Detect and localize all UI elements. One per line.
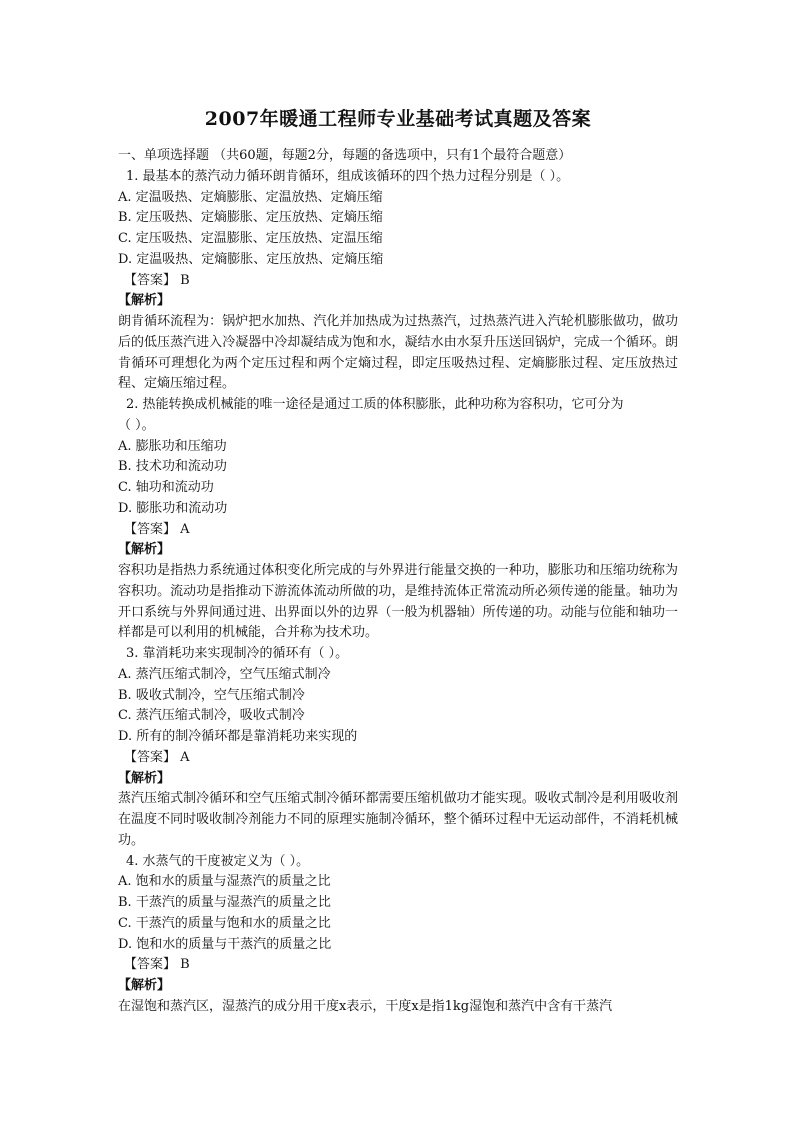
option-a: A. 蒸汽压缩式制冷，空气压缩式制冷 <box>118 666 331 682</box>
analysis-label: 【解析】 <box>118 293 171 309</box>
analysis-label: 【解析】 <box>118 978 171 993</box>
option-a: A. 定温吸热、定熵膨胀、定温放热、定熵压缩 <box>118 189 383 205</box>
option-b: B. 吸收式制冷，空气压缩式制冷 <box>118 687 305 703</box>
question-stem: 2. 热能转换成机械能的唯一途径是通过工质的体积膨胀，此种功称为容积功，它可分为 <box>126 397 624 412</box>
option-a: A. 膨胀功和压缩功 <box>118 438 227 454</box>
analysis-label: 【解析】 <box>118 770 171 786</box>
document-title: 2007年暖通工程师专业基础考试真题及答案 <box>204 108 592 130</box>
answer-label: 【答案】 A <box>124 749 190 765</box>
analysis-label: 【解析】 <box>118 542 171 558</box>
option-d: D. 饱和水的质量与干蒸汽的质量之比 <box>118 936 332 952</box>
answer-label: 【答案】 B <box>124 957 190 973</box>
analysis-text: 在湿饱和蒸汽区，湿蒸汽的成分用干度x表示，干度x是指1kg湿饱和蒸汽中含有干蒸汽 <box>118 998 613 1014</box>
option-b: B. 技术功和流动功 <box>118 459 227 475</box>
question-stem: 3. 靠消耗功来实现制冷的循环有（ ）。 <box>126 646 349 661</box>
option-d: D. 定温吸热、定熵膨胀、定压放热、定熵压缩 <box>118 251 384 267</box>
analysis-text: 朗肯循环流程为：锅炉把水加热、汽化并加热成为过热蒸汽，过热蒸汽进入汽轮机膨胀做功，做功后的低压蒸汽进入冷凝器中冷却凝结成为饱和水，凝结水由水泵升压送回锅炉，完成一个循环。朗肯循环可理想化为两个定压过程和两个定熵过程，即定压吸热过程、定熵膨胀过程、定压放热过程、定熵压缩过程。 <box>118 314 678 392</box>
answer-label: 【答案】 B <box>124 272 190 288</box>
section-header: 一、单项选择题 （共60题，每题2分，每题的备选项中，只有1个最符合题意） <box>118 148 572 163</box>
option-b: B. 定压吸热、定熵膨胀、定压放热、定熵压缩 <box>118 210 383 226</box>
analysis-text: 蒸汽压缩式制冷循环和空气压缩式制冷循环都需要压缩机做功才能实现。吸收式制冷是利用吸收剂在温度不同时吸收制冷剂能力不同的原理实施制冷循环，整个循环过程中无运动部件，不消耗机械功。 <box>118 791 678 848</box>
option-c: C. 轴功和流动功 <box>118 480 214 495</box>
option-c: C. 定压吸热、定温膨胀、定压放热、定温压缩 <box>118 231 383 246</box>
option-d: D. 所有的制冷循环都是靠消耗功来实现的 <box>118 729 358 744</box>
option-c: C. 蒸汽压缩式制冷，吸收式制冷 <box>118 708 305 724</box>
option-d: D. 膨胀功和流动功 <box>118 500 228 516</box>
option-c: C. 干蒸汽的质量与饱和水的质量之比 <box>118 915 331 931</box>
document-body <box>118 146 678 1018</box>
question-stem-continuation: （ ）。 <box>118 417 155 433</box>
option-a: A. 饱和水的质量与湿蒸汽的质量之比 <box>118 874 331 890</box>
answer-label: 【答案】 A <box>124 521 190 537</box>
option-b: B. 干蒸汽的质量与湿蒸汽的质量之比 <box>118 895 331 910</box>
analysis-text: 容积功是指热力系统通过体积变化所完成的与外界进行能量交换的一种功，膨胀功和压缩功统称为容积功。流动功是指推动下游流体流动所做的功，是维持流体正常流动所必须传递的能量。轴功为开口系统与外界间通过进、出界面以外的边界（一般为机器轴）所传递的功。动能与位能和轴功一样都是可以利用的机械能，合并称为技术功。 <box>118 563 678 641</box>
question-stem: 4. 水蒸气的干度被定义为（ ）。 <box>126 853 310 869</box>
question-stem: 1. 最基本的蒸汽动力循环朗肯循环，组成该循环的四个热力过程分别是（ ）。 <box>126 168 570 184</box>
